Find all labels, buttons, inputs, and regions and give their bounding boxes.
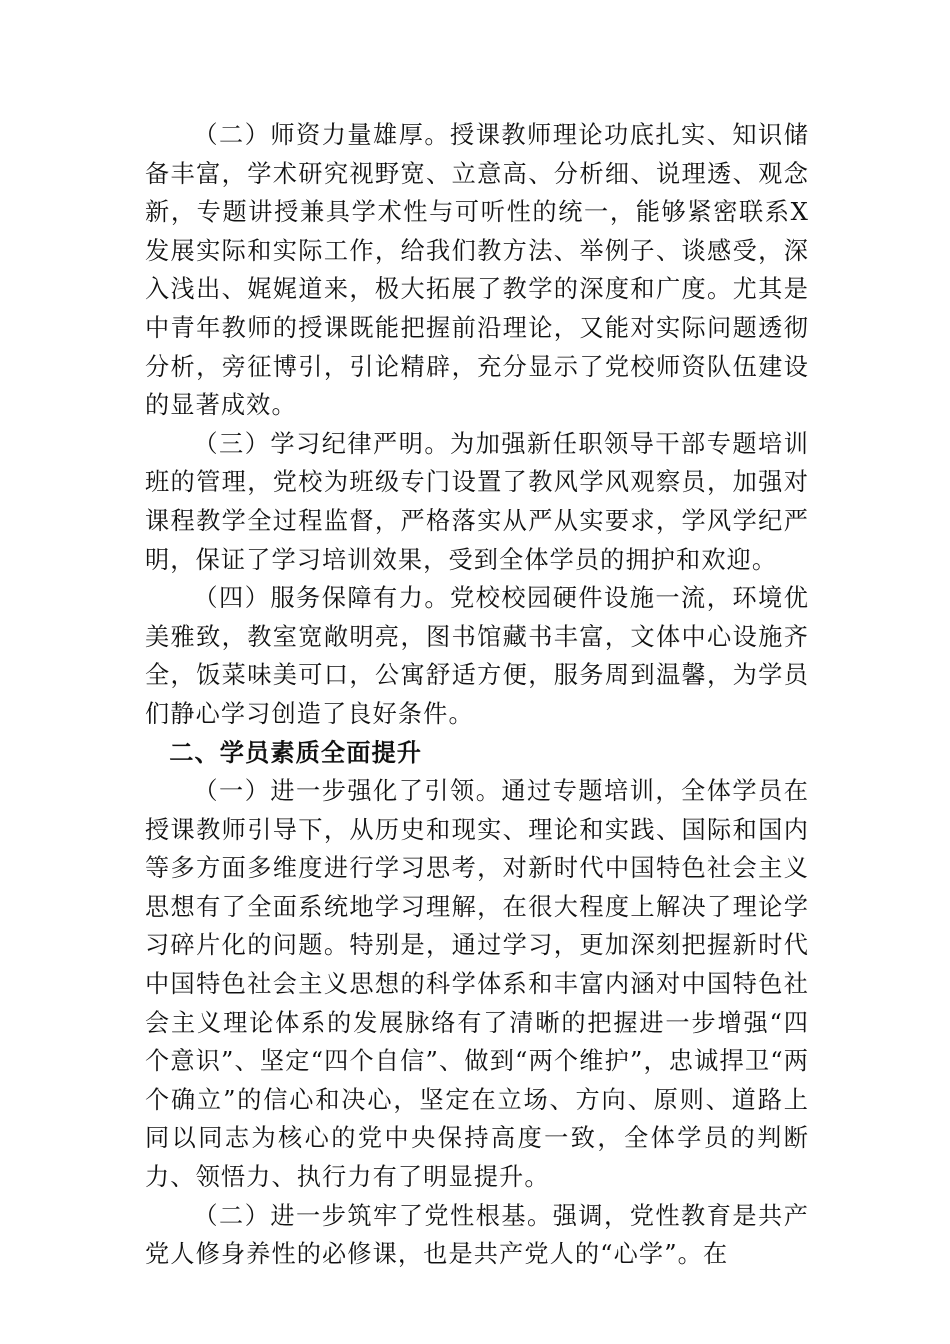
paragraph-text: 党校校园硬件设施一流，环境优美雅致，教室宽敞明亮，图书馆藏书丰富，文体中心设施齐全，饭菜味美可口，公寓舒适方便，服务周到温馨，为学员们静心学习创造了良好条件。 — [145, 584, 809, 728]
section-heading: 二、学员素质全面提升 — [169, 738, 423, 767]
paragraph-guidance — [145, 772, 809, 1197]
paragraph-faculty — [145, 116, 809, 425]
paragraph-discipline — [145, 425, 809, 579]
paragraph-lead: （四）服务保障有力。 — [193, 584, 451, 613]
paragraph-text: 为加强新任职领导干部专题培训班的管理，党校为班级专门设置了教风学风观察员，加强对课程教学全过程监督，严格落实从严从实要求，学风学纪严明，保证了学习培训效果，受到全体学员的拥护和欢迎。 — [145, 429, 809, 574]
paragraph-lead: （二）进一步筑牢了党性根基。 — [193, 1201, 553, 1230]
paragraph-text: 强调，党性教育是共产党人修身养性的必修课，也是共产党人的“心学”。在 — [145, 1201, 809, 1269]
paragraph-lead: （二）师资力量雄厚。 — [193, 121, 451, 149]
paragraph-lead: （一）进一步强化了引领。 — [193, 777, 502, 806]
paragraph-text: 授课教师理论功底扎实、知识储备丰富，学术研究视野宽、立意高、分析细、说理透、观念新，专题讲授兼具学术性与可听性的统一，能够紧密联系X发展实际和实际工作，给我们教方法、举例子、谈感受，深入浅出、娓娓道来，极大拓展了教学的深度和广度。尤其是中青年教师的授课既能把握前沿理论，又能对实际问题透彻分析，旁征博引，引论精辟，充分显示了党校师资队伍建设的显著成效。 — [145, 121, 809, 420]
paragraph-lead: （三）学习纪律严明。 — [193, 429, 451, 458]
paragraph-text: 通过专题培训，全体学员在授课教师引导下，从历史和现实、理论和实践、国际和国内等多方面多维度进行学习思考，对新时代中国特色社会主义思想有了全面系统地学习理解，在很大程度上解决了理论学习碎片化的问题。特别是，通过学习，更加深刻把握新时代中国特色社会主义思想的科学体系和丰富内涵对中国特色社会主义理论体系的发展脉络有了清晰的把握进一步增强“四个意识”、坚定“四个自信”、做到“两个维护”，忠诚捍卫“两个确立”的信心和决心，坚定在立场、方向、原则、道路上同以同志为核心的党中央保持高度一致，全体学员的判断力、领悟力、执行力有了明显提升。 — [145, 777, 810, 1192]
paragraph-service — [145, 579, 809, 733]
paragraph-party-spirit — [145, 1197, 809, 1274]
document-body — [145, 116, 809, 1274]
